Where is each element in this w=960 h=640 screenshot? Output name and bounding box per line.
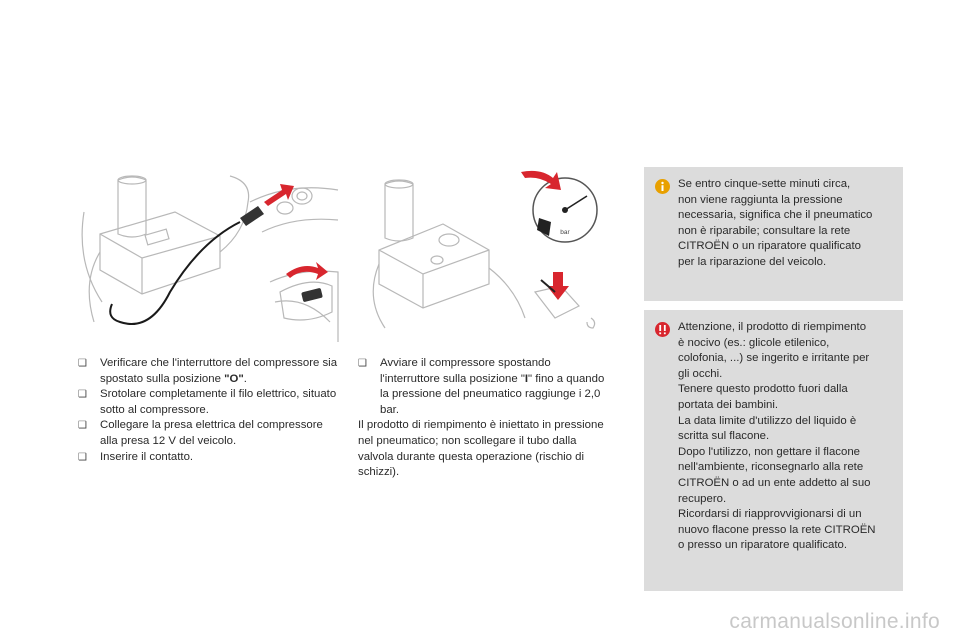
left-bullet-list	[78, 356, 340, 465]
box-text-line: gli occhi.	[678, 367, 723, 380]
box-text-line: CITROËN o ad un ente addetto al suo	[678, 476, 871, 489]
info-box	[644, 167, 903, 301]
bullet-text: Inserire il contatto.	[100, 450, 194, 463]
box-text-line: è nocivo (es.: glicole etilenico,	[678, 336, 830, 349]
box-text-line: non viene raggiunta la pressione	[678, 193, 843, 206]
info-icon	[655, 179, 670, 194]
bullet-item	[78, 450, 340, 466]
red-arrow-icons	[264, 184, 328, 280]
compressor-gauge-drawing	[365, 168, 610, 340]
site-watermark: carmanualsonline.info	[729, 610, 940, 633]
box-text-line: portata dei bambini.	[678, 398, 779, 411]
checkbox-bullet-icon: ❑	[78, 451, 87, 463]
box-text-line: scritta sul flacone.	[678, 430, 770, 443]
compressor-plug-drawing	[80, 172, 340, 344]
info-box-text	[678, 177, 890, 271]
compressor-gauge-illustration	[365, 168, 610, 340]
bullet-text: Collegare la presa elettrica del compressore alla presa 12 V del veicolo.	[100, 419, 323, 447]
bullet-item	[78, 418, 340, 449]
box-text-line: colofonia, ...) se ingerito e irritante per	[678, 352, 870, 365]
compressor-plug-illustration	[80, 172, 340, 344]
box-text-line: Attenzione, il prodotto di riempimento	[678, 321, 867, 333]
bullet-item	[78, 387, 340, 418]
bullet-text: "O"	[224, 372, 244, 385]
box-text-line: non è riparabile; consultare la rete	[678, 224, 851, 237]
checkbox-bullet-icon: ❑	[78, 420, 87, 432]
box-text-line: recupero.	[678, 492, 727, 505]
bullet-item	[358, 356, 613, 418]
injection-note: Il prodotto di riempimento è iniettato in pressione nel pneumatico; non scollegare il tubo dalla valvola durante questa operazione (rischio di schizzi).	[358, 419, 604, 479]
checkbox-bullet-icon: ❑	[78, 389, 87, 401]
bullet-text: Avviare il compressore spostando l'interruttore sulla posizione "	[380, 357, 551, 385]
bullet-text: " fino a quando la pressione del pneumatico raggiunge i 2,0 bar.	[380, 372, 605, 416]
box-text-line: Dopo l'utilizzo, non gettare il flacone	[678, 445, 860, 458]
box-text-line: Se entro cinque-sette minuti circa,	[678, 178, 851, 190]
box-text-line: La data limite d'utilizzo del liquido è	[678, 414, 857, 427]
middle-bullet-list	[358, 356, 613, 418]
bullet-text: .	[243, 372, 247, 385]
warning-box	[644, 310, 903, 591]
plug-body	[240, 206, 264, 226]
instructions-middle-column	[358, 356, 613, 481]
box-text-line: Tenere questo prodotto fuori dalla	[678, 383, 848, 396]
box-text-line: Ricordarsi di riapprovvigionarsi di un	[678, 508, 862, 521]
gauge-unit-label: bar	[560, 229, 570, 236]
checkbox-bullet-icon: ❑	[358, 358, 367, 369]
bullet-text: I	[524, 372, 529, 385]
box-text-line: CITROËN o un riparatore qualificato	[678, 240, 861, 253]
bullet-text: Verificare che l'interruttore del compressore sia spostato sulla posizione	[100, 357, 338, 385]
bullet-item	[78, 356, 340, 387]
warning-box-text	[678, 320, 890, 554]
box-text-line: per la riparazione del veicolo.	[678, 255, 827, 268]
box-text-line: necessaria, significa che il pneumatico	[678, 209, 873, 222]
warning-icon	[655, 322, 670, 337]
box-text-line: o presso un riparatore qualificato.	[678, 539, 848, 552]
box-text-line: nell'ambiente, riconsegnarlo alla rete	[678, 461, 864, 474]
bullet-text: Srotolare completamente il filo elettrico, situato sotto al compressore.	[100, 388, 337, 416]
box-text-line: nuovo flacone presso la rete CITROËN	[678, 523, 876, 536]
checkbox-bullet-icon: ❑	[78, 358, 87, 369]
pressure-gauge	[533, 178, 597, 242]
instructions-left-column	[78, 356, 340, 465]
